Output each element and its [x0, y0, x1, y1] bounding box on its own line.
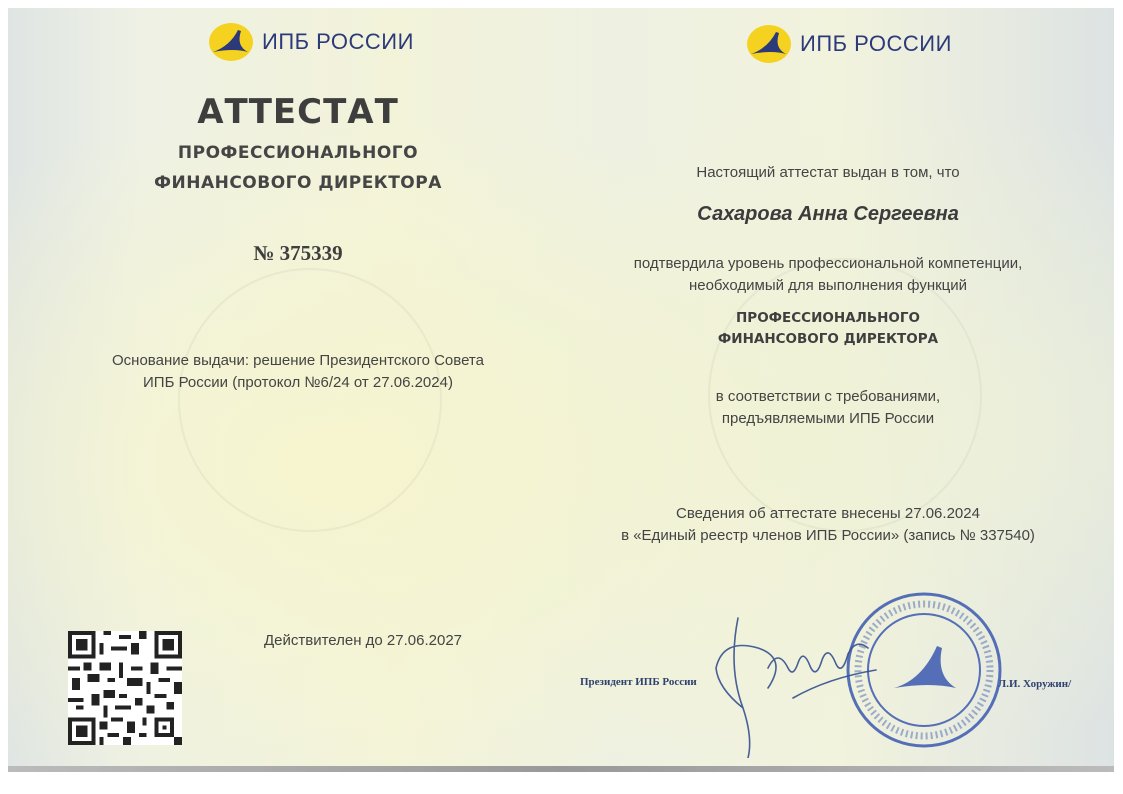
- certificate-subtitle-line1: ПРОФЕССИОНАЛЬНОГО: [177, 143, 419, 163]
- issue-basis-block: [48, 350, 548, 394]
- accordance-block: [588, 386, 1068, 430]
- certificate-title: АТТЕСТАТ: [197, 92, 399, 132]
- role-line2: ФИНАНСОВОГО ДИРЕКТОРА: [717, 331, 939, 347]
- role-block: [588, 308, 1068, 350]
- left-logo: [208, 22, 414, 62]
- registry-block: [568, 503, 1088, 547]
- certificate-sheet: [8, 8, 1114, 772]
- president-name: Л.И. Хоружин/: [998, 678, 1072, 690]
- registry-line2: в «Единый реестр членов ИПБ России» (запись № 337540): [621, 527, 1035, 544]
- holder-name: Сахарова Анна Сергеевна: [697, 203, 959, 225]
- confirm-block: [588, 253, 1068, 297]
- certificate-number-block: [88, 241, 508, 266]
- accordance-line1: в соответствии с требованиями,: [715, 388, 941, 405]
- issue-basis-line2: ИПБ России (протокол №6/24 от 27.06.2024): [143, 374, 453, 391]
- issue-basis-line1: Основание выдачи: решение Президентского Совета: [112, 352, 484, 369]
- president-label: Президент ИПБ России: [580, 676, 697, 688]
- confirm-line2: необходимый для выполнения функций: [688, 277, 968, 294]
- qr-code-icon: [68, 631, 182, 745]
- confirm-line1: подтвердила уровень профессиональной компетенции,: [633, 255, 1023, 272]
- logo-text: ИПБ РОССИИ: [800, 31, 952, 56]
- valid-until: Действителен до 27.06.2027: [263, 632, 463, 649]
- holder-block: [588, 203, 1068, 226]
- intro-block: [588, 162, 1068, 184]
- certificate-number: № 375339: [253, 241, 343, 265]
- ipb-logo-icon: [208, 22, 254, 62]
- background-watermark: [178, 268, 442, 532]
- right-logo: [746, 24, 952, 64]
- registry-line1: Сведения об аттестате внесены 27.06.2024: [676, 505, 980, 522]
- accordance-line2: предъявляемыми ИПБ России: [721, 410, 935, 427]
- certificate-subtitle-line2: ФИНАНСОВОГО ДИРЕКТОРА: [154, 173, 442, 193]
- ipb-logo-icon: [746, 24, 792, 64]
- intro-text: Настоящий аттестат выдан в том, что: [696, 164, 960, 181]
- certificate-title-block: [88, 92, 508, 198]
- handwritten-signature-icon: [698, 608, 878, 758]
- role-line1: ПРОФЕССИОНАЛЬНОГО: [736, 310, 920, 326]
- logo-text: ИПБ РОССИИ: [262, 29, 414, 54]
- validity-block: [218, 630, 508, 652]
